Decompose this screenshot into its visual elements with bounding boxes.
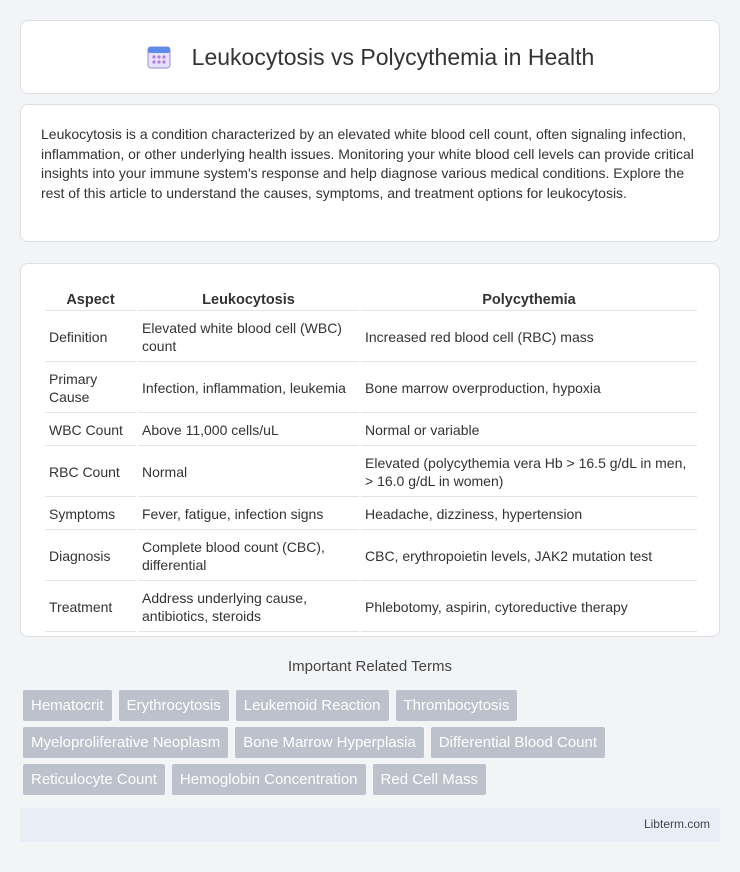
tag-hematocrit[interactable]: Hematocrit — [23, 690, 112, 721]
tag-thrombocytosis[interactable]: Thrombocytosis — [396, 690, 518, 721]
title-card — [20, 20, 720, 94]
tag-leukemoid-reaction[interactable]: Leukemoid Reaction — [236, 690, 389, 721]
leukocytosis-cell: Fever, fatigue, infection signs — [138, 499, 359, 530]
polycythemia-cell: Increased red blood cell (RBC) mass — [361, 313, 697, 362]
leukocytosis-cell: Above 11,000 cells/uL — [138, 415, 359, 446]
leukocytosis-cell: Elevated white blood cell (WBC) count — [138, 313, 359, 362]
table-row — [45, 499, 697, 530]
aspect-cell: Symptoms — [45, 499, 136, 530]
tag-reticulocyte-count[interactable]: Reticulocyte Count — [23, 764, 165, 795]
column-header: Leukocytosis — [138, 288, 359, 311]
related-terms-heading: Important Related Terms — [288, 658, 452, 675]
table-row — [45, 583, 697, 632]
table-row — [45, 415, 697, 446]
column-header: Aspect — [45, 288, 136, 311]
leukocytosis-cell: Infection, inflammation, leukemia — [138, 364, 359, 413]
polycythemia-cell: CBC, erythropoietin levels, JAK2 mutation test — [361, 532, 697, 581]
polycythemia-cell: Elevated (polycythemia vera Hb > 16.5 g/dL in men, > 16.0 g/dL in women) — [361, 448, 697, 497]
column-header: Polycythemia — [361, 288, 697, 311]
aspect-cell: WBC Count — [45, 415, 136, 446]
table-row — [45, 313, 697, 362]
tag-row — [23, 764, 723, 795]
aspect-cell: Treatment — [45, 583, 136, 632]
aspect-cell: Diagnosis — [45, 532, 136, 581]
tag-erythrocytosis[interactable]: Erythrocytosis — [119, 690, 229, 721]
tag-hemoglobin-concentration[interactable]: Hemoglobin Concentration — [172, 764, 366, 795]
tag-bone-marrow-hyperplasia[interactable]: Bone Marrow Hyperplasia — [235, 727, 424, 758]
table-header-row — [45, 288, 697, 311]
page-title: Leukocytosis vs Polycythemia in Health — [191, 43, 595, 70]
aspect-cell: RBC Count — [45, 448, 136, 497]
polycythemia-cell: Normal or variable — [361, 415, 697, 446]
polycythemia-cell: Bone marrow overproduction, hypoxia — [361, 364, 697, 413]
footer-site-link[interactable]: Libterm.com — [643, 817, 710, 831]
leukocytosis-cell: Address underlying cause, antibiotics, steroids — [138, 583, 359, 632]
footer — [20, 808, 720, 842]
leukocytosis-cell: Complete blood count (CBC), differential — [138, 532, 359, 581]
polycythemia-cell: Headache, dizziness, hypertension — [361, 499, 697, 530]
related-terms-list — [23, 690, 723, 801]
aspect-cell: Primary Cause — [45, 364, 136, 413]
table-row — [45, 448, 697, 497]
tag-row — [23, 690, 723, 721]
table-row — [45, 532, 697, 581]
polycythemia-cell: Phlebotomy, aspirin, cytoreductive therapy — [361, 583, 697, 632]
tag-red-cell-mass[interactable]: Red Cell Mass — [373, 764, 487, 795]
intro-text: Leukocytosis is a condition characterized by an elevated white blood cell count, often signaling infection, inflammation, or other underlying health issues. Monitoring your white blood cell levels can provide critical insights into your immune system's response and help diagnose various medical conditions. Explore the rest of this article to understand the causes, symptoms, and treatment options for leukocytosis. — [41, 126, 694, 201]
intro-card — [20, 104, 720, 242]
tag-myeloproliferative-neoplasm[interactable]: Myeloproliferative Neoplasm — [23, 727, 228, 758]
leukocytosis-cell: Normal — [138, 448, 359, 497]
tag-differential-blood-count[interactable]: Differential Blood Count — [431, 727, 605, 758]
table-row — [45, 364, 697, 413]
comparison-table-card — [20, 263, 720, 637]
tag-row — [23, 727, 723, 758]
aspect-cell: Definition — [45, 313, 136, 362]
calendar-icon — [146, 44, 172, 70]
comparison-table — [43, 286, 699, 634]
